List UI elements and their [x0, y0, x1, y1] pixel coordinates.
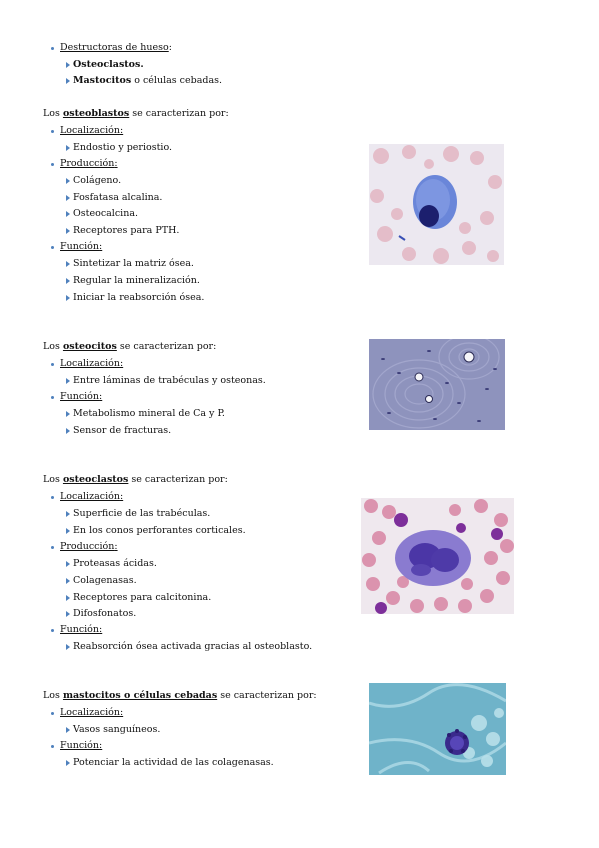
- arrow-bullet-icon: [66, 727, 70, 733]
- mast-cell-micrograph: [369, 683, 506, 775]
- list-item: Receptores para calcitonina.: [73, 592, 212, 603]
- arrow-bullet-icon: [66, 78, 70, 84]
- arrow-bullet-icon: [66, 644, 70, 650]
- section-title-mastocitos: Los mastocitos o células cebadas se caracterizan por:: [43, 690, 317, 701]
- arrow-bullet-icon: [66, 561, 70, 567]
- list-item: Vasos sanguíneos.: [73, 724, 161, 735]
- bullet-icon: [51, 546, 54, 549]
- arrow-bullet-icon: [66, 195, 70, 201]
- arrow-bullet-icon: [66, 278, 70, 284]
- bullet-icon: [51, 47, 54, 50]
- group-label: Producción:: [60, 158, 118, 169]
- list-item: Regular la mineralización.: [73, 275, 200, 286]
- bullet-icon: [51, 130, 54, 133]
- list-item: Potenciar la actividad de las colagenasas.: [73, 757, 274, 768]
- arrow-bullet-icon: [66, 178, 70, 184]
- list-item: Proteasas ácidas.: [73, 558, 157, 569]
- list-item: Sensor de fracturas.: [73, 425, 172, 436]
- osteoclast-micrograph: [361, 498, 514, 614]
- arrow-bullet-icon: [66, 528, 70, 534]
- group-label: Localización:: [60, 358, 124, 369]
- section-title-osteoclastos: Los osteoclastos se caracterizan por:: [43, 474, 228, 485]
- list-item: Mastocitos o células cebadas.: [73, 75, 223, 86]
- section-title-osteocitos: Los osteocitos se caracterizan por:: [43, 341, 217, 352]
- list-item: Metabolismo mineral de Ca y P.: [73, 408, 225, 419]
- list-item: Fosfatasa alcalina.: [73, 192, 163, 203]
- bullet-icon: [51, 496, 54, 499]
- group-label: Localización:: [60, 491, 124, 502]
- arrow-bullet-icon: [66, 228, 70, 234]
- bullet-icon: [51, 163, 54, 166]
- list-item: Sintetizar la matriz ósea.: [73, 258, 194, 269]
- group-label: Función:: [60, 740, 103, 751]
- list-item: Superficie de las trabéculas.: [73, 508, 211, 519]
- list-item: Endostio y periostio.: [73, 142, 173, 153]
- list-item: Colágeno.: [73, 175, 122, 186]
- arrow-bullet-icon: [66, 145, 70, 151]
- arrow-bullet-icon: [66, 511, 70, 517]
- bullet-icon: [51, 246, 54, 249]
- group-label: Función:: [60, 391, 103, 402]
- list-item: Receptores para PTH.: [73, 225, 180, 236]
- arrow-bullet-icon: [66, 378, 70, 384]
- arrow-bullet-icon: [66, 595, 70, 601]
- list-item: Osteocalcina.: [73, 208, 139, 219]
- list-item: Iniciar la reabsorción ósea.: [73, 292, 205, 303]
- arrow-bullet-icon: [66, 611, 70, 617]
- arrow-bullet-icon: [66, 578, 70, 584]
- bullet-icon: [51, 712, 54, 715]
- section-title-osteoblastos: Los osteoblastos se caracterizan por:: [43, 108, 229, 119]
- group-label: Localización:: [60, 707, 124, 718]
- arrow-bullet-icon: [66, 428, 70, 434]
- arrow-bullet-icon: [66, 211, 70, 217]
- arrow-bullet-icon: [66, 411, 70, 417]
- list-item: Osteoclastos.: [73, 59, 144, 70]
- group-label: Función:: [60, 241, 103, 252]
- bullet-icon: [51, 745, 54, 748]
- osteoblast-micrograph: [369, 144, 504, 265]
- group-label: Localización:: [60, 125, 124, 136]
- list-item: En los conos perforantes corticales.: [73, 525, 246, 536]
- list-item: Reabsorción ósea activada gracias al osteoblasto.: [73, 641, 313, 652]
- list-item: Difosfonatos.: [73, 608, 137, 619]
- list-item: Entre láminas de trabéculas y osteonas.: [73, 375, 266, 386]
- arrow-bullet-icon: [66, 295, 70, 301]
- bullet-icon: [51, 629, 54, 632]
- osteocyte-micrograph: [369, 339, 505, 430]
- group-label: Producción:: [60, 541, 118, 552]
- arrow-bullet-icon: [66, 261, 70, 267]
- arrow-bullet-icon: [66, 760, 70, 766]
- bullet-icon: [51, 363, 54, 366]
- list-item: Colagenasas.: [73, 575, 137, 586]
- group-label: Función:: [60, 624, 103, 635]
- heading-destructoras: Destructoras de hueso:: [60, 42, 172, 53]
- bullet-icon: [51, 396, 54, 399]
- arrow-bullet-icon: [66, 62, 70, 68]
